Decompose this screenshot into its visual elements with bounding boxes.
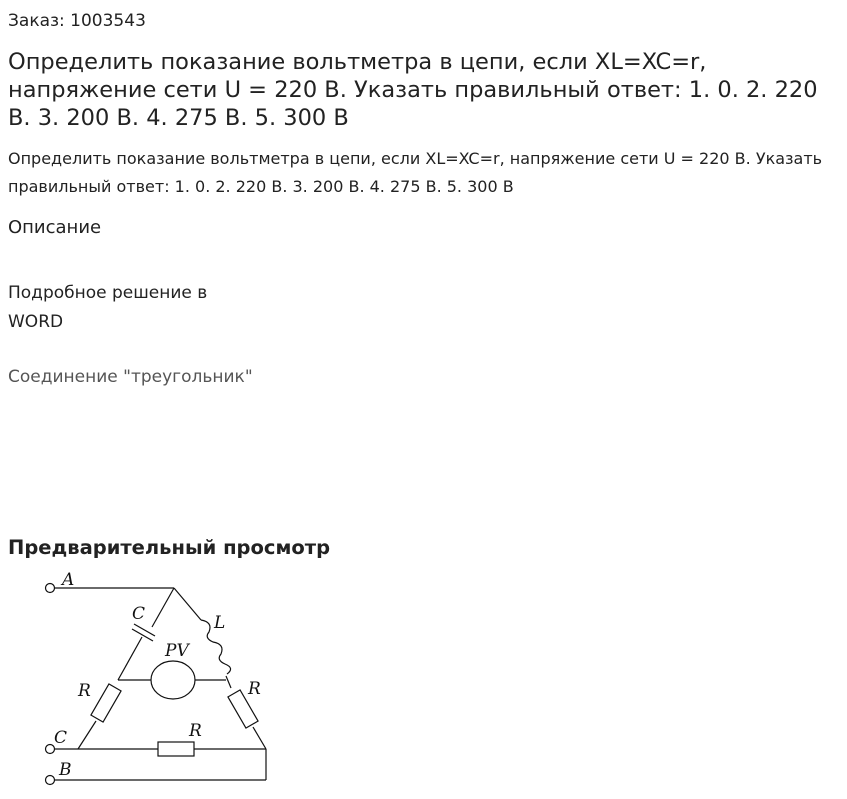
label-capacitor: C <box>132 604 146 624</box>
terminal-a <box>46 584 55 593</box>
resistor-left <box>91 684 121 722</box>
voltmeter <box>151 661 195 699</box>
description-heading: Описание <box>8 217 102 238</box>
resistor-bottom <box>158 742 194 756</box>
label-resistor-right: R <box>248 679 261 699</box>
capacitor-plate <box>132 629 153 641</box>
page-title: Определить показание вольтметра в цепи, если XL=XC=r, напряжение сети U = 220 В. Указать правильный ответ: 1. 0. 2. 220 В. 3. 200 В. 4. 275 В. 5. 300 В <box>8 49 818 131</box>
label-voltmeter: PV <box>165 641 189 661</box>
label-resistor-left: R <box>78 681 91 701</box>
label-resistor-bottom: R <box>189 721 202 741</box>
label-terminal-a: A <box>62 570 75 590</box>
problem-statement: Определить показание вольтметра в цепи, если XL=XC=r, напряжение сети U = 220 В. Указать правильный ответ: 1. 0. 2. 220 В. 3. 200 В. 4. 275 В. 5. 300 В <box>8 149 823 196</box>
order-number: Заказ: 1003543 <box>8 11 146 31</box>
solution-note: Подробное решение в WORD <box>8 283 208 332</box>
preview-heading: Предварительный просмотр <box>8 536 331 559</box>
label-terminal-b: B <box>59 760 72 780</box>
label-inductor: L <box>214 613 226 633</box>
capacitor-plate <box>134 624 155 636</box>
label-terminal-c: C <box>54 728 68 748</box>
terminal-b <box>46 776 55 785</box>
circuit-diagram <box>0 565 300 799</box>
connection-type: Соединение "треугольник" <box>8 367 253 387</box>
